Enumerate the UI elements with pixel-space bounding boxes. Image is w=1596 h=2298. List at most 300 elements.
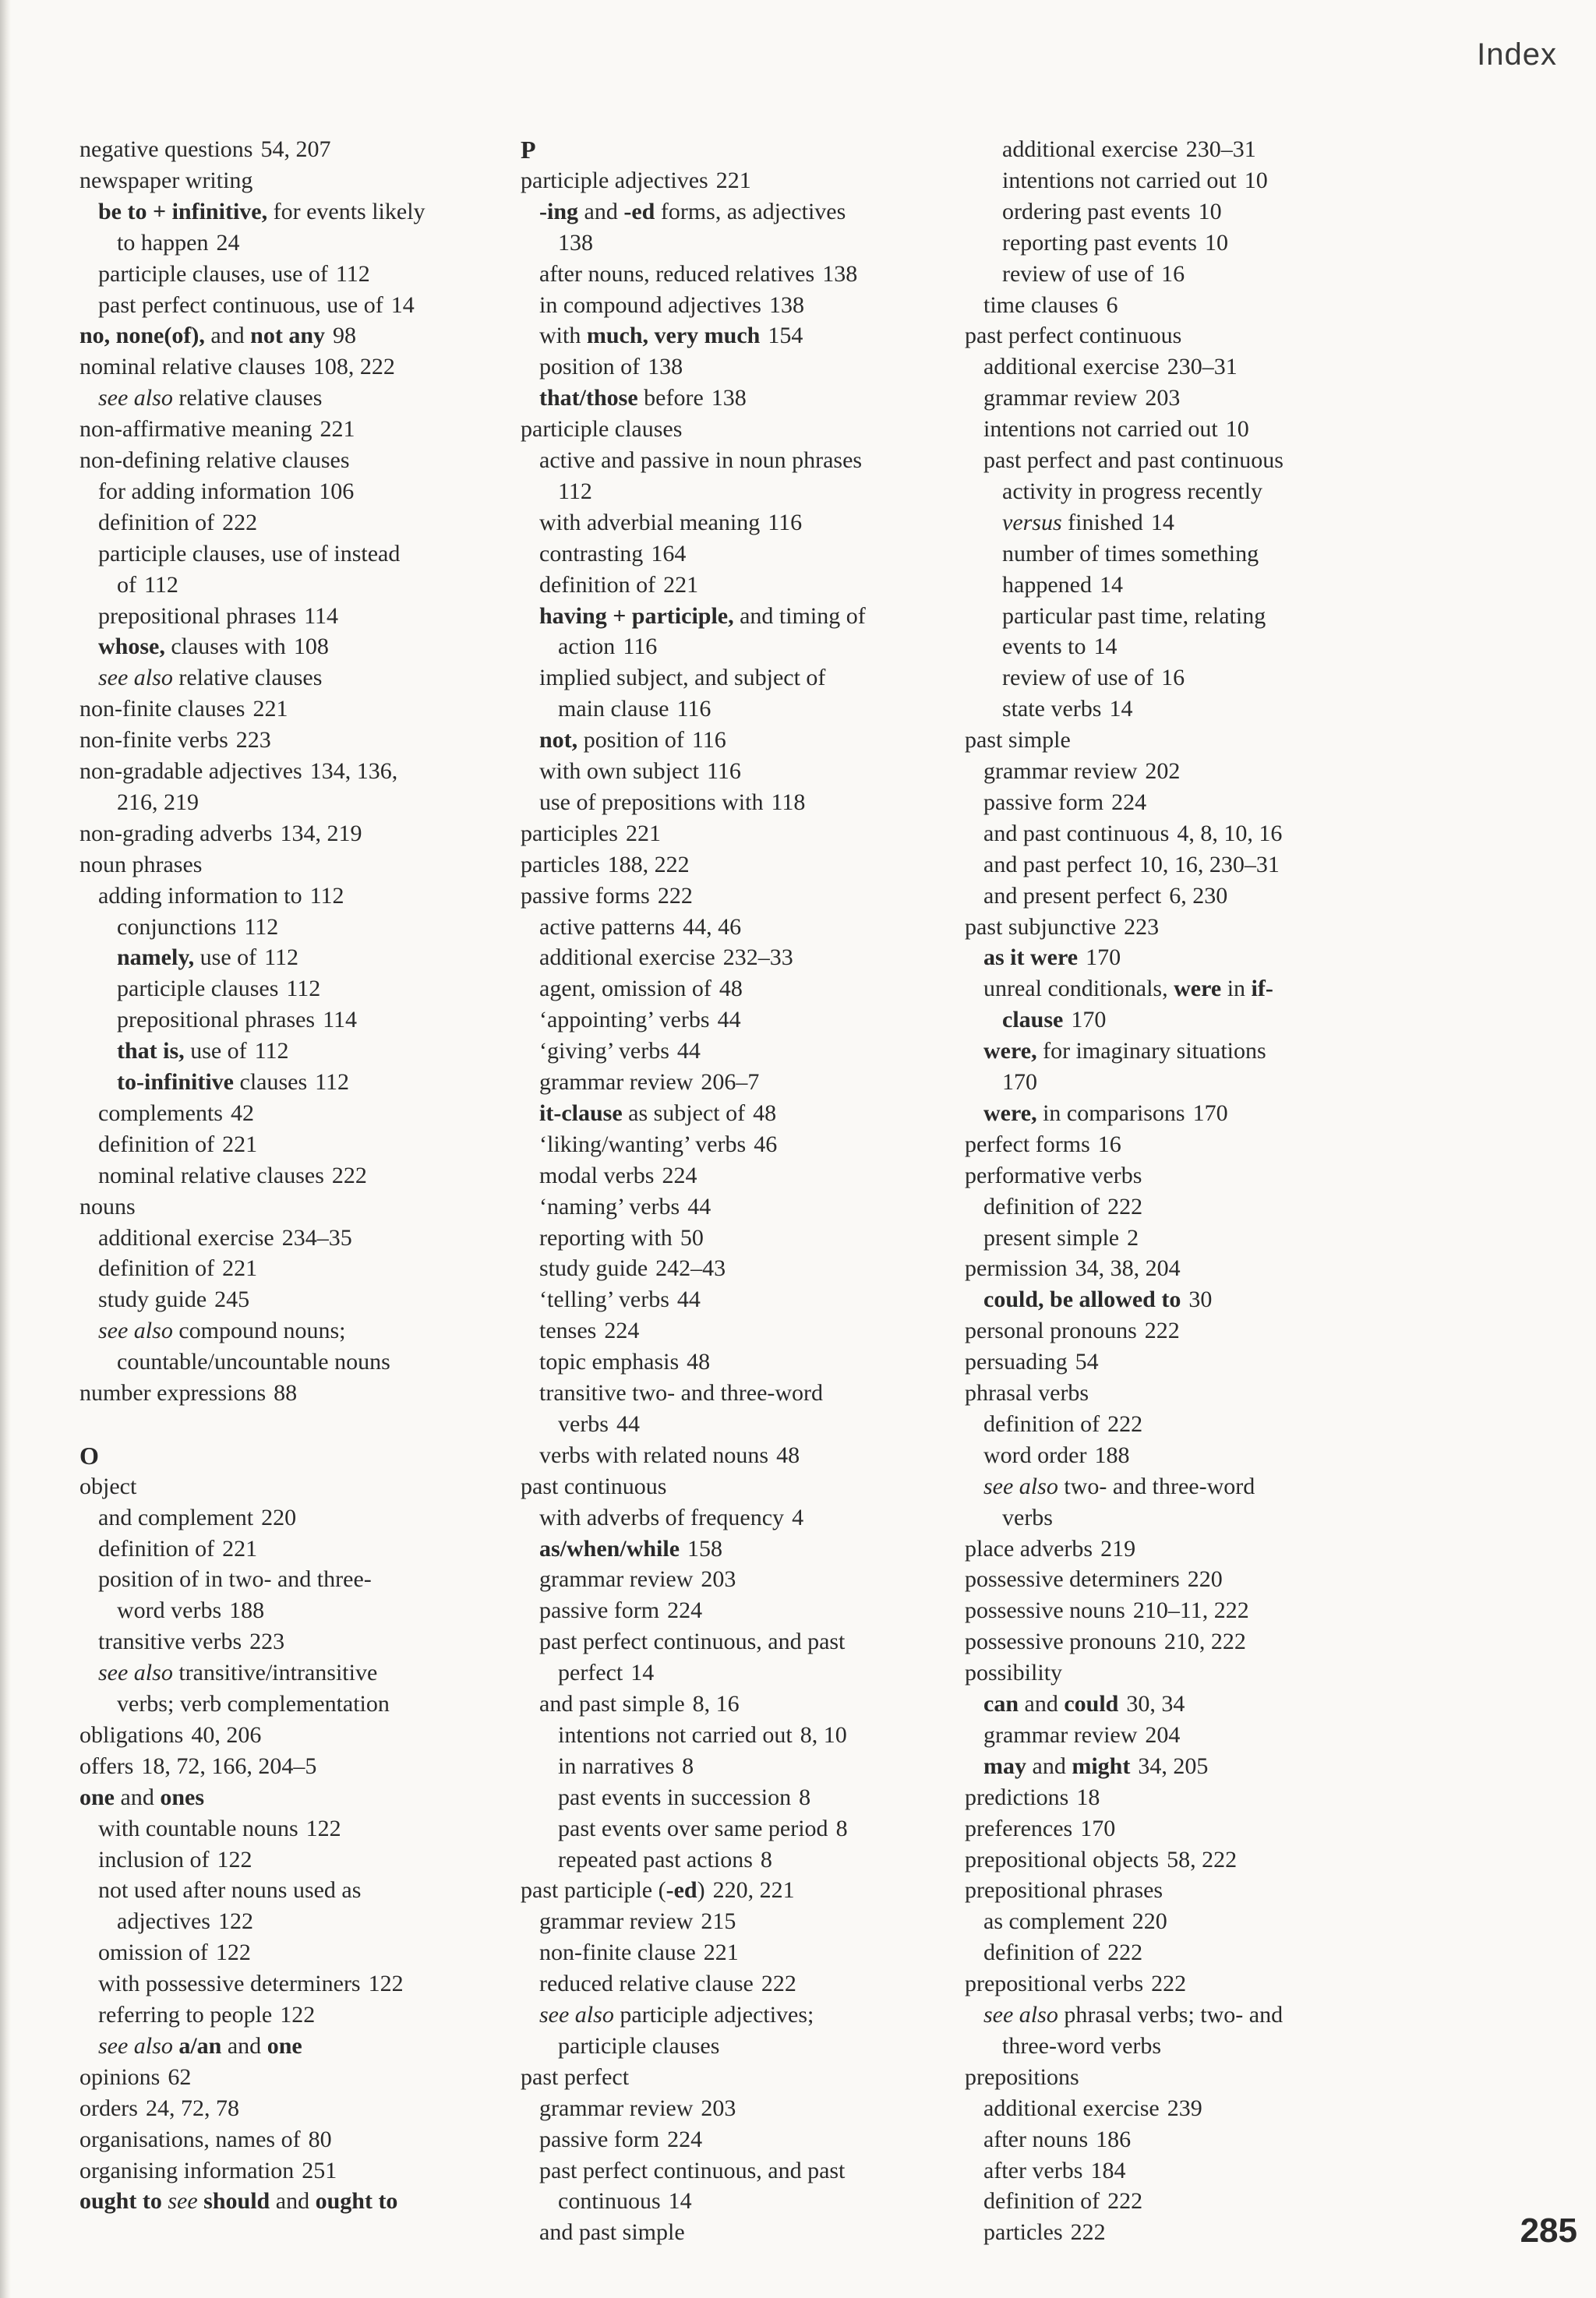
- entry-text: after verbs: [983, 2157, 1083, 2183]
- index-entry: [965, 787, 1146, 818]
- page-reference: 30: [1188, 1287, 1213, 1313]
- page-reference: 14: [1093, 634, 1118, 660]
- index-entry: [79, 1160, 367, 1191]
- entry-text: additional exercise: [1002, 136, 1178, 162]
- entry-text: position of: [539, 354, 641, 380]
- page-reference: 220: [1132, 1908, 1167, 1935]
- page-reference: 170: [1192, 1100, 1228, 1126]
- index-entry: [79, 1564, 372, 1595]
- page-reference: 220: [1187, 1566, 1223, 1593]
- index-entry: [79, 228, 239, 259]
- page-reference: 42: [230, 1100, 254, 1126]
- entry-text: could, be allowed to: [983, 1287, 1181, 1313]
- index-entry: [521, 1534, 722, 1565]
- page-reference: 122: [217, 1908, 253, 1935]
- index-entry: [521, 1968, 796, 2000]
- entry-text: ‘giving’ verbs: [539, 1038, 669, 1064]
- page-reference: 221: [222, 1255, 258, 1282]
- entry-text: -ing: [539, 198, 579, 224]
- index-entry: [521, 1315, 639, 1347]
- page-reference: 116: [623, 634, 658, 660]
- entry-text: 138: [558, 229, 593, 256]
- entry-text: and past simple: [539, 1691, 685, 1717]
- page-reference: 24, 72, 78: [145, 2095, 239, 2121]
- entry-text: participle clauses: [117, 976, 279, 1002]
- page-reference: 24: [216, 229, 240, 256]
- page-reference: 210, 222: [1163, 1629, 1246, 1655]
- entry-text: relative clauses: [172, 665, 323, 691]
- entry-text: past perfect continuous, and past: [539, 1629, 846, 1655]
- entry-text: a/an: [178, 2032, 222, 2059]
- page-reference: 224: [667, 2126, 703, 2152]
- page-reference: 223: [235, 727, 271, 754]
- index-entry: [965, 228, 1228, 259]
- entry-text: events to: [1002, 634, 1086, 660]
- entry-text: reduced relative clause: [539, 1971, 754, 1997]
- index-entry: [521, 1937, 739, 1968]
- entry-text: unreal conditionals,: [983, 976, 1174, 1002]
- index-entry: [79, 787, 199, 818]
- page-reference: 112: [315, 1069, 350, 1095]
- entry-text: use of: [184, 1038, 247, 1064]
- entry-text: and: [221, 2032, 267, 2059]
- index-entry: [79, 694, 288, 725]
- index-entry: [965, 414, 1249, 445]
- page-reference: 122: [280, 2002, 316, 2028]
- page-reference: 186: [1096, 2126, 1132, 2152]
- entry-text: word order: [983, 1442, 1087, 1468]
- index-entry: [79, 1906, 253, 1937]
- index-entry: [79, 165, 252, 196]
- entry-text: state verbs: [1002, 696, 1102, 722]
- index-entry: [521, 1875, 795, 1906]
- entry-text: conjunctions: [117, 913, 237, 940]
- index-entry: [79, 1347, 390, 1378]
- entry-text: complements: [98, 1100, 223, 1126]
- entry-text: referring to people: [98, 2002, 273, 2028]
- index-entry: [965, 662, 1185, 694]
- index-entry: [965, 1595, 1249, 1626]
- entry-text: ‘appointing’ verbs: [539, 1007, 710, 1033]
- entry-text: and past perfect: [983, 851, 1132, 877]
- entry-text: topic emphasis: [539, 1349, 680, 1375]
- page-reference: 203: [701, 2095, 736, 2121]
- index-entry: [79, 2186, 397, 2217]
- entry-text: should: [203, 2188, 270, 2215]
- page-reference: 34, 205: [1138, 1753, 1209, 1779]
- page-reference: 170: [1071, 1007, 1107, 1033]
- entry-text: were,: [983, 1100, 1037, 1126]
- entry-text: 216, 219: [117, 789, 199, 815]
- entry-text: much, very much: [586, 323, 761, 349]
- entry-text: non-finite clauses: [79, 696, 245, 722]
- entry-text: implied subject, and subject of: [539, 665, 826, 691]
- index-entry: [521, 476, 592, 507]
- entry-text: as complement: [983, 1908, 1125, 1935]
- entry-text: finished: [1061, 509, 1143, 535]
- page-reference: 14: [668, 2188, 692, 2215]
- index-entry: [79, 881, 344, 912]
- page-reference: 245: [214, 1287, 250, 1313]
- entry-text: performative verbs: [965, 1162, 1142, 1188]
- entry-text: participle clauses: [558, 2032, 720, 2059]
- entry-text: past participle (: [521, 1877, 666, 1904]
- page-reference: 14: [1150, 509, 1174, 535]
- page-reference: 6, 230: [1169, 882, 1228, 909]
- entry-text: personal pronouns: [965, 1318, 1137, 1344]
- page-reference: 16: [1161, 260, 1185, 287]
- page-reference: 138: [822, 260, 858, 287]
- entry-text: agent, omission of: [539, 976, 711, 1002]
- page-reference: 116: [691, 727, 726, 754]
- entry-text: number expressions: [79, 1380, 267, 1406]
- index-entry: [521, 725, 726, 756]
- entry-text: transitive/intransitive: [172, 1660, 378, 1686]
- index-entry: [79, 1534, 257, 1565]
- page-reference: 10: [1204, 229, 1228, 256]
- index-entry: [79, 1595, 264, 1626]
- entry-text: past simple: [965, 727, 1071, 754]
- page-reference: 114: [323, 1007, 357, 1033]
- index-entry: [521, 1067, 759, 1098]
- entry-text: grammar review: [539, 1069, 694, 1095]
- index-entry: [521, 507, 802, 538]
- index-entry: [965, 383, 1180, 414]
- index-entry: [79, 1626, 284, 1657]
- page-reference: 138: [648, 354, 683, 380]
- entry-text: one: [79, 1784, 115, 1810]
- index-entry: [521, 881, 693, 912]
- entry-text: review of use of: [1002, 665, 1154, 691]
- page-reference: 164: [651, 540, 687, 567]
- index-entry: [79, 2124, 332, 2155]
- index-entry: [79, 570, 178, 601]
- index-entry: [521, 1191, 711, 1223]
- index-entry: [79, 2155, 337, 2187]
- index-entry: [521, 2155, 845, 2187]
- entry-text: verbs: [1002, 1504, 1053, 1530]
- entry-text: past perfect continuous: [965, 323, 1182, 349]
- book-spine-shadow: [0, 0, 11, 2298]
- page-reference: 108, 222: [312, 354, 395, 380]
- page-reference: 222: [1151, 1971, 1187, 1997]
- entry-text: for imaginary situations: [1036, 1038, 1266, 1064]
- page-reference: 48: [753, 1100, 777, 1126]
- entry-text: with adverbs of frequency: [539, 1504, 785, 1530]
- entry-text: as subject of: [622, 1100, 746, 1126]
- index-entry: [79, 414, 355, 445]
- index-entry: [521, 196, 846, 228]
- index-entry: [521, 787, 805, 818]
- page-reference: 138: [711, 385, 747, 411]
- index-entry: [521, 2062, 629, 2093]
- page-reference: 222: [761, 1971, 796, 1997]
- entry-text: non-affirmative meaning: [79, 416, 312, 443]
- entry-text: use of prepositions with: [539, 789, 764, 815]
- entry-text: noun phrases: [79, 851, 203, 877]
- index-entry: [79, 538, 400, 570]
- entry-text: review of use of: [1002, 260, 1154, 287]
- index-entry: [521, 849, 690, 881]
- entry-text: grammar review: [539, 2095, 694, 2121]
- page-reference: 122: [217, 1846, 252, 1873]
- entry-text: non-gradable adjectives: [79, 758, 302, 784]
- page-reference: 116: [768, 509, 803, 535]
- index-entry: [521, 383, 747, 414]
- index-entry: [965, 1626, 1246, 1657]
- index-entry: [79, 1875, 361, 1906]
- entry-text: past perfect continuous, use of: [98, 291, 383, 318]
- index-entry: [965, 1844, 1237, 1876]
- page-reference: 210–11, 222: [1132, 1597, 1249, 1624]
- entry-text: and: [1026, 1753, 1072, 1779]
- index-entry: [965, 1098, 1228, 1129]
- entry-text: may: [983, 1753, 1026, 1779]
- entry-text: of: [117, 571, 136, 598]
- entry-text: intentions not carried out: [1002, 167, 1237, 193]
- page-reference: 220: [261, 1504, 297, 1530]
- entry-text: for events likely: [267, 198, 425, 224]
- entry-text: non-finite verbs: [79, 727, 228, 754]
- page-reference: 10: [1244, 167, 1268, 193]
- index-entry: [79, 2062, 191, 2093]
- entry-text: and: [1019, 1691, 1065, 1717]
- index-entry: [965, 1782, 1100, 1813]
- index-entry: [965, 1875, 1163, 1906]
- entry-text: in compound adjectives: [539, 291, 761, 318]
- page-reference: 223: [1124, 913, 1160, 940]
- entry-text: and: [204, 323, 251, 349]
- index-entry: [965, 2124, 1131, 2155]
- page-reference: 34, 38, 204: [1075, 1255, 1181, 1282]
- index-entry: [965, 1129, 1121, 1160]
- entry-text: position of: [577, 727, 684, 754]
- index-entry: [79, 1253, 257, 1284]
- entry-text: past events in succession: [558, 1784, 792, 1810]
- entry-text: not,: [539, 727, 578, 754]
- page-reference: 221: [320, 416, 355, 443]
- index-entry: [965, 1223, 1139, 1254]
- entry-text: see also: [98, 385, 173, 411]
- page-reference: 44: [676, 1287, 701, 1313]
- page-reference: 44: [687, 1193, 711, 1220]
- page-reference: 206–7: [701, 1069, 760, 1095]
- entry-text: in: [1221, 976, 1252, 1002]
- entry-text: prepositional phrases: [117, 1007, 316, 1033]
- index-entry: [521, 631, 657, 662]
- index-entry: [965, 912, 1159, 943]
- entry-text: no, none(of),: [79, 323, 205, 349]
- page-reference: 114: [304, 602, 338, 629]
- index-entry: [965, 725, 1071, 756]
- index-entry: [79, 1720, 261, 1751]
- index-entry: [965, 538, 1259, 570]
- page-reference: 158: [687, 1535, 723, 1562]
- index-entry: [521, 320, 803, 351]
- entry-text: see also: [98, 665, 173, 691]
- entry-text: that is,: [117, 1038, 185, 1064]
- index-entry: [79, 2000, 315, 2031]
- index-entry: [79, 1378, 297, 1409]
- entry-text: grammar review: [539, 1908, 694, 1935]
- entry-text: verbs: [558, 1410, 609, 1437]
- entry-text: reporting with: [539, 1224, 673, 1251]
- index-entry: [521, 601, 866, 632]
- index-entry: [965, 1720, 1180, 1751]
- index-entry: [965, 2155, 1125, 2187]
- index-entry: [79, 1067, 349, 1098]
- entry-text: intentions not carried out: [558, 1721, 793, 1748]
- entry-text: adjectives: [117, 1908, 210, 1935]
- entry-text: additional exercise: [983, 2095, 1160, 2121]
- page-number: 285: [1520, 2212, 1577, 2250]
- index-entry: [79, 912, 278, 943]
- entry-text: main clause: [558, 696, 669, 722]
- entry-text: nouns: [79, 1193, 136, 1220]
- entry-text: after nouns, reduced relatives: [539, 260, 815, 287]
- entry-text: prepositional phrases: [98, 602, 297, 629]
- page-reference: 14: [390, 291, 415, 318]
- page-reference: 154: [768, 323, 803, 349]
- index-entry: [965, 1937, 1142, 1968]
- page-reference: 54: [1075, 1349, 1099, 1375]
- page-reference: 8: [835, 1815, 848, 1841]
- index-entry: [79, 1968, 404, 2000]
- entry-text: grammar review: [539, 1566, 694, 1593]
- index-entry: [965, 1067, 1037, 1098]
- page-reference: 112: [309, 882, 344, 909]
- entry-text: passive form: [539, 1597, 660, 1624]
- page-reference: 30, 34: [1126, 1691, 1185, 1717]
- entry-text: present simple: [983, 1224, 1120, 1251]
- index-entry: [965, 973, 1273, 1004]
- index-entry: [521, 259, 857, 290]
- index-entry: [79, 290, 415, 321]
- entry-text: non-finite clause: [539, 1940, 696, 1966]
- entry-text: possibility: [965, 1660, 1063, 1686]
- entry-text: it-clause: [539, 1100, 623, 1126]
- entry-text: number of times something: [1002, 540, 1259, 567]
- entry-text: relative clauses: [172, 385, 323, 411]
- index-entry: [79, 383, 322, 414]
- entry-text: phrasal verbs; two- and: [1058, 2002, 1284, 2028]
- entry-text: organisations, names of: [79, 2126, 301, 2152]
- index-entry: [965, 694, 1132, 725]
- entry-text: prepositions: [965, 2063, 1079, 2090]
- page-reference: 122: [368, 1971, 404, 1997]
- entry-text: with: [539, 323, 587, 349]
- page-reference: 234–35: [281, 1224, 352, 1251]
- index-entry: [965, 1378, 1089, 1409]
- index-entry: [521, 1564, 736, 1595]
- index-entry: [521, 818, 661, 849]
- index-entry: [965, 290, 1118, 321]
- index-entry: [965, 1968, 1186, 2000]
- entry-text: before: [637, 385, 704, 411]
- entry-text: inclusion of: [98, 1846, 210, 1873]
- entry-text: one: [267, 2032, 302, 2059]
- page-reference: 112: [335, 260, 370, 287]
- entry-text: see also: [98, 1318, 173, 1344]
- entry-text: countable/uncountable nouns: [117, 1349, 390, 1375]
- page-reference: 221: [625, 820, 661, 846]
- page-reference: 18: [1076, 1784, 1100, 1810]
- index-entry: [521, 2000, 814, 2031]
- entry-text: particles: [983, 2219, 1063, 2246]
- index-entry: [79, 1782, 204, 1813]
- entry-text: namely,: [117, 944, 195, 971]
- entry-text: permission: [965, 1255, 1068, 1282]
- entry-text: verbs with related nouns: [539, 1442, 769, 1468]
- page-reference: 48: [719, 976, 743, 1002]
- index-letter-heading: [521, 134, 536, 165]
- entry-text: offers: [79, 1753, 134, 1779]
- index-entry: [965, 476, 1262, 507]
- page-reference: 14: [1109, 696, 1133, 722]
- entry-text: definition of: [539, 571, 656, 598]
- entry-text: to happen: [117, 229, 209, 256]
- entry-text: P: [521, 136, 536, 164]
- index-entry: [965, 1471, 1255, 1502]
- page-reference: 222: [1070, 2219, 1106, 2246]
- index-entry: [521, 694, 711, 725]
- entry-text: position of in two- and three-: [98, 1566, 372, 1593]
- entry-text: action: [558, 634, 616, 660]
- page-reference: 14: [630, 1660, 655, 1686]
- index-entry: [521, 2186, 692, 2217]
- index-entry: [521, 1253, 726, 1284]
- entry-text: use of: [194, 944, 257, 971]
- page-reference: 122: [305, 1815, 341, 1841]
- index-entry: [521, 2124, 702, 2155]
- entry-text: passive forms: [521, 882, 650, 909]
- index-entry: [965, 320, 1181, 351]
- index-entry: [521, 662, 825, 694]
- entry-text: active patterns: [539, 913, 676, 940]
- index-entry: [965, 631, 1117, 662]
- entry-text: and: [115, 1784, 161, 1810]
- entry-text: ones: [160, 1784, 205, 1810]
- index-entry: [965, 570, 1123, 601]
- page-reference: 134, 219: [280, 820, 362, 846]
- page-reference: 4, 8, 10, 16: [1177, 820, 1283, 846]
- entry-text: participle clauses, use of instead: [98, 540, 401, 567]
- index-entry: [79, 973, 320, 1004]
- entry-text: definition of: [98, 1131, 215, 1157]
- page-reference: 224: [604, 1318, 640, 1344]
- index-entry: [79, 1315, 346, 1347]
- page-reference: 48: [687, 1349, 711, 1375]
- entry-text: study guide: [539, 1255, 648, 1282]
- entry-text: newspaper writing: [79, 167, 253, 193]
- page-reference: 220, 221: [712, 1877, 795, 1904]
- entry-text: definition of: [983, 1940, 1100, 1966]
- entry-text: not used after nouns used as: [98, 1877, 362, 1904]
- index-entry: [521, 1440, 800, 1471]
- entry-text: with countable nouns: [98, 1815, 298, 1841]
- entry-text: particular past time, relating: [1002, 602, 1266, 629]
- index-entry: [521, 1409, 640, 1440]
- entry-text: grammar review: [983, 758, 1138, 784]
- running-header: Index: [1477, 37, 1557, 72]
- index-entry: [79, 1471, 136, 1502]
- page-reference: 4: [792, 1504, 804, 1530]
- entry-text: with own subject: [539, 758, 699, 784]
- index-entry: [965, 849, 1280, 881]
- page-reference: 184: [1090, 2157, 1126, 2183]
- entry-text: possessive pronouns: [965, 1629, 1156, 1655]
- index-entry: [521, 570, 698, 601]
